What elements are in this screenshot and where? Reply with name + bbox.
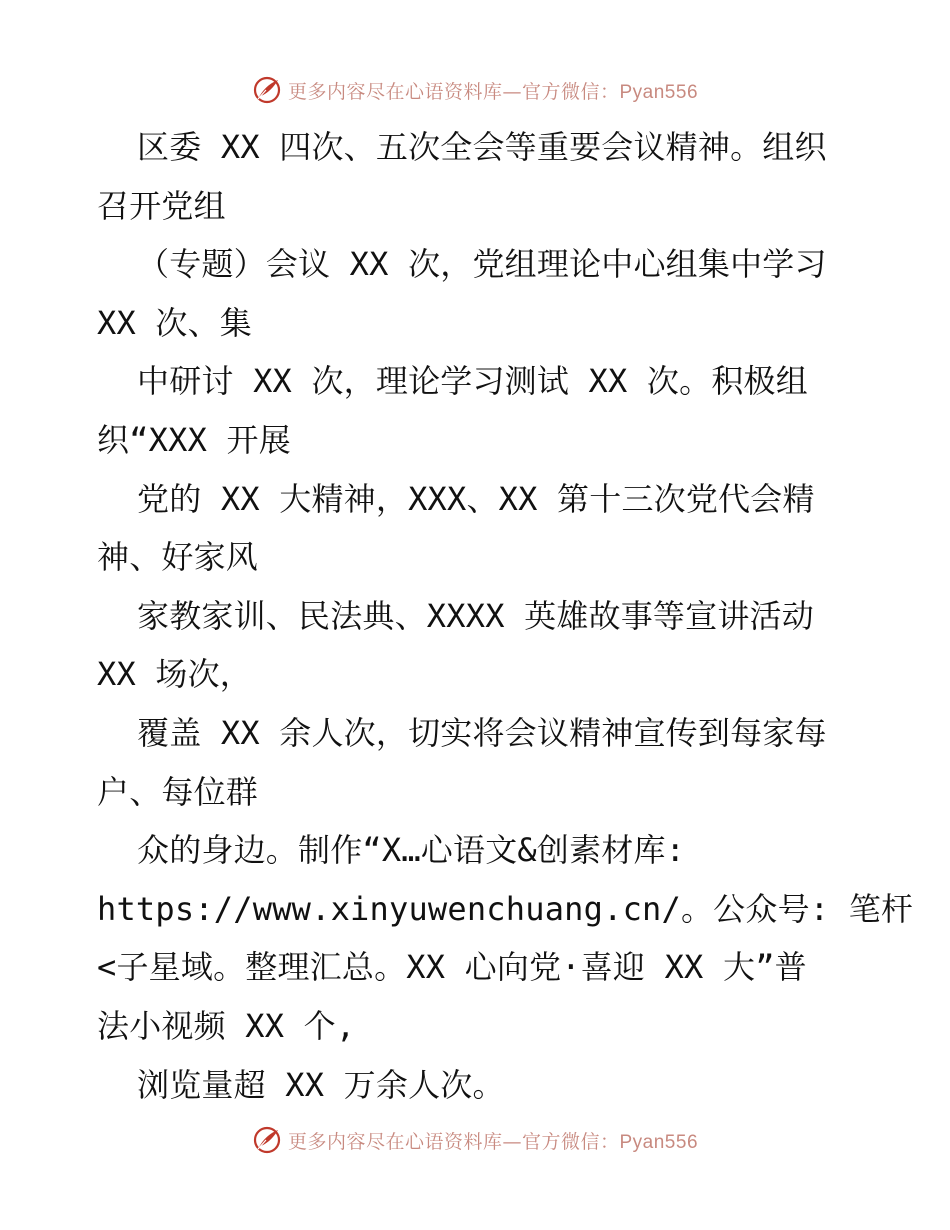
paragraph-line: 神、好家风: [97, 538, 259, 577]
paragraph-line: XX 场次，: [97, 655, 252, 694]
document-body: [97, 118, 914, 1114]
paragraph-line: 家教家训、民法典、XXXX 英雄故事等宣讲活动: [137, 596, 814, 635]
footer-watermark: [0, 1120, 950, 1160]
paragraph-line: 法小视频 XX 个,: [97, 1006, 356, 1045]
paragraph-line: 浏览量超 XX 万余人次。: [137, 1065, 505, 1104]
paragraph-line: 织“XXX 开展: [97, 420, 291, 459]
watermark-text: 更多内容尽在心语资料库—官方微信：Pyan556: [287, 1130, 699, 1153]
paragraph-line: 户、每位群: [97, 772, 259, 811]
watermark-text: 更多内容尽在心语资料库—官方微信：Pyan556: [287, 80, 699, 103]
paragraph-line: 中研讨 XX 次，理论学习测试 XX 次。积极组: [137, 362, 808, 401]
paragraph-line-url: https://www.xinyuwenchuang.cn/。公众号: 笔杆: [97, 889, 914, 928]
header-watermark: [0, 70, 950, 110]
paragraph-line: 覆盖 XX 余人次，切实将会议精神宣传到每家每: [137, 713, 827, 752]
paragraph-line: 党的 XX 大精神，XXX、XX 第十三次党代会精: [137, 479, 815, 518]
paragraph-line: 召开党组: [97, 186, 226, 225]
feather-pen-logo-icon: [252, 1125, 282, 1155]
paragraph-line: 区委 XX 四次、五次全会等重要会议精神。组织: [137, 128, 827, 166]
paragraph-line: XX 次、集: [97, 303, 252, 342]
paragraph-line: 众的身边。制作“X…心语文&创素材库:: [137, 831, 686, 870]
paragraph-line: <子星域。整理汇总。XX 心向党·喜迎 XX 大”普: [97, 948, 807, 987]
feather-pen-logo-icon: [252, 75, 282, 105]
paragraph-line: （专题）会议 XX 次，党组理论中心组集中学习: [137, 245, 827, 284]
